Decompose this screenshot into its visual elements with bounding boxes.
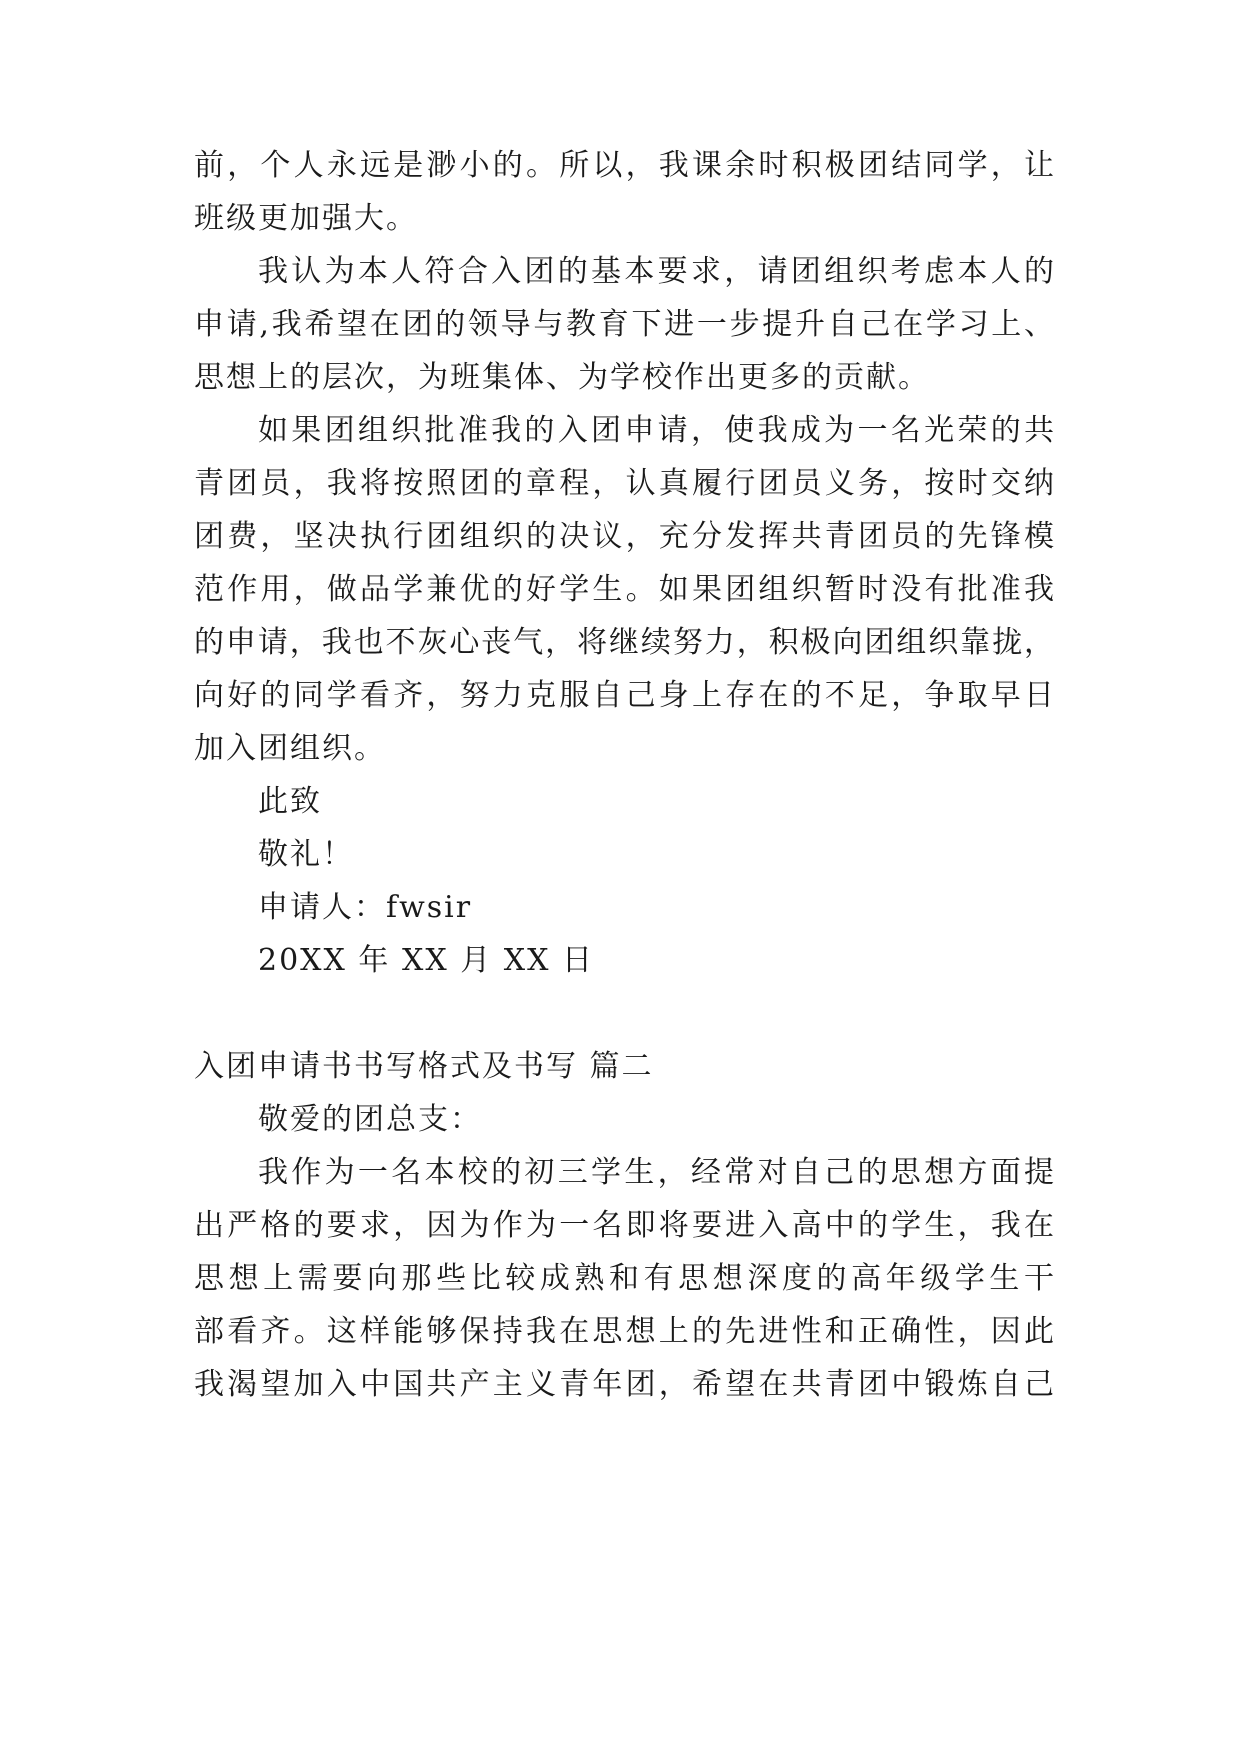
text-line: 我认为本人符合入团的基本要求，请团组织考虑本人的 bbox=[258, 254, 1054, 289]
text-line: 前，个人永远是渺小的。所以，我课余时积极团结同学，让 bbox=[194, 148, 1054, 183]
text-line: 我作为一名本校的初三学生，经常对自己的思想方面提 bbox=[258, 1155, 1054, 1190]
text-line: 向好的同学看齐，努力克服自己身上存在的不足，争取早日 bbox=[194, 678, 1054, 713]
text-line: 思想上的层次，为班集体、为学校作出更多的贡献。 bbox=[194, 360, 930, 395]
text-line: 团费，坚决执行团组织的决议，充分发挥共青团员的先锋模 bbox=[194, 519, 1054, 554]
text-line: 思想上需要向那些比较成熟和有思想深度的高年级学生干 bbox=[194, 1261, 1054, 1296]
applicant-signature: 申请人：fwsir bbox=[258, 890, 473, 925]
letter-date: 20XX 年 XX 月 XX 日 bbox=[258, 943, 594, 978]
text-line: 如果团组织批准我的入团申请，使我成为一名光荣的共 bbox=[258, 413, 1054, 448]
text-line: 加入团组织。 bbox=[194, 731, 386, 766]
text-line: 申请,我希望在团的领导与教育下进一步提升自己在学习上、 bbox=[194, 307, 1054, 342]
text-line: 范作用，做品学兼优的好学生。如果团组织暂时没有批准我 bbox=[194, 572, 1054, 607]
salutation: 敬爱的团总支： bbox=[258, 1102, 482, 1137]
text-line: 我渴望加入中国共产主义青年团，希望在共青团中锻炼自己 bbox=[194, 1367, 1054, 1402]
section-heading: 入团申请书书写格式及书写 篇二 bbox=[194, 1049, 654, 1084]
text-line: 青团员，我将按照团的章程，认真履行团员义务，按时交纳 bbox=[194, 466, 1054, 501]
text-line: 班级更加强大。 bbox=[194, 201, 418, 236]
closing-salute: 敬礼！ bbox=[258, 837, 354, 872]
text-line: 的申请，我也不灰心丧气，将继续努力，积极向团组织靠拢， bbox=[194, 625, 1054, 660]
closing-greeting: 此致 bbox=[258, 784, 322, 819]
text-line: 出严格的要求，因为作为一名即将要进入高中的学生，我在 bbox=[194, 1208, 1054, 1243]
text-line: 部看齐。这样能够保持我在思想上的先进性和正确性，因此 bbox=[194, 1314, 1054, 1349]
